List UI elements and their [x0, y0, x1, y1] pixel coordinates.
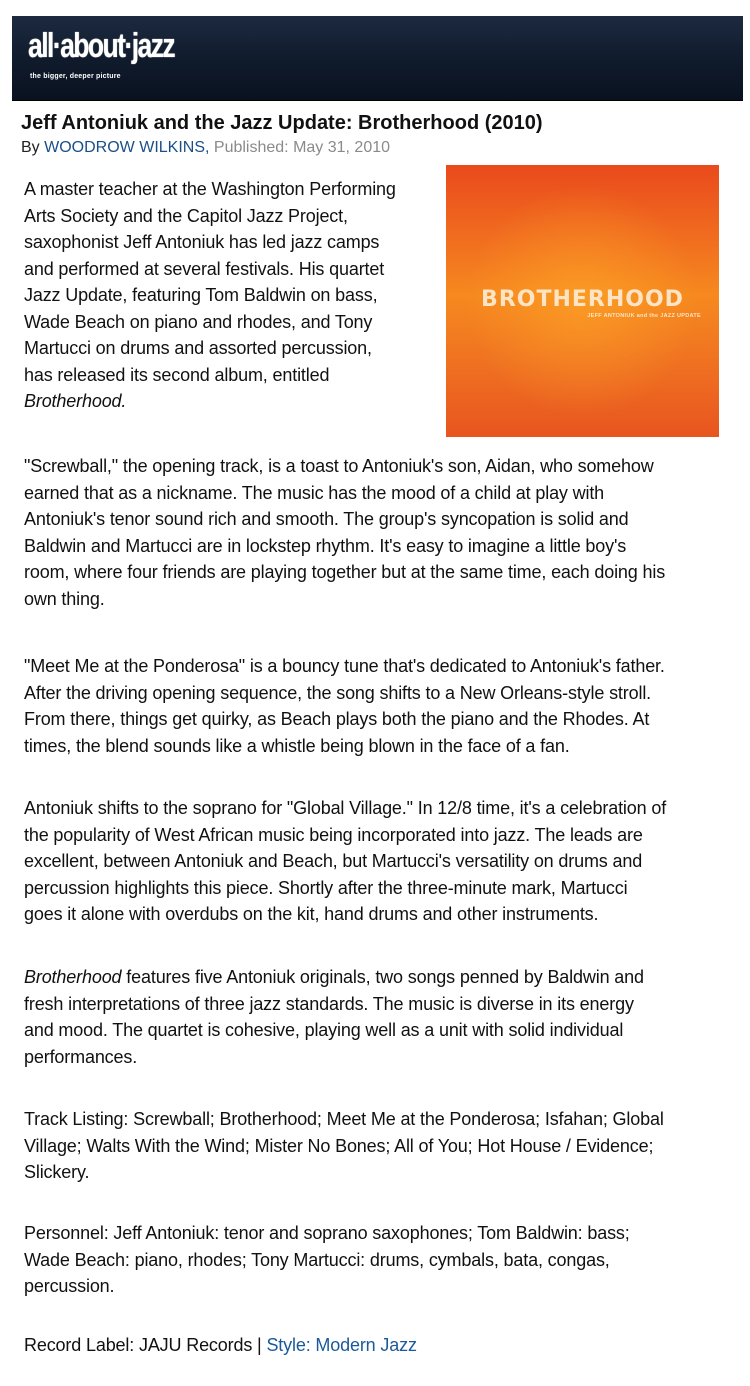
style-link[interactable]: Style: Modern Jazz [266, 1335, 417, 1355]
paragraph-line: performances. [24, 1046, 138, 1067]
paragraph-line: saxophonist Jeff Antoniuk has led jazz camps [24, 232, 380, 252]
article-title: Jeff Antoniuk and the Jazz Update: Brotherhood (2010) [21, 112, 543, 134]
byline-prefix: By [21, 139, 45, 156]
paragraph-line: earned that as a nickname. The music has the mood of a child at play with [24, 482, 605, 503]
album-title-italic: Brotherhood. [24, 391, 127, 411]
album-cover-image [446, 165, 719, 437]
paragraph-line: excellent, between Antoniuk and Beach, but Martucci's versatility on drums and [24, 851, 643, 871]
paragraph-line: Slickery. [24, 1162, 90, 1182]
track-listing [24, 1106, 664, 1186]
cover-title: BROTHERHOOD [481, 287, 684, 312]
paragraph-line: Jazz Update, featuring Tom Baldwin on bass, [24, 285, 378, 305]
paragraph-screwball [24, 453, 665, 612]
paragraph-line: Antoniuk's tenor sound rich and smooth. The group's syncopation is solid and [24, 509, 629, 529]
paragraph-line: fresh interpretations of three jazz standards. The music is diverse in its energy [24, 993, 634, 1014]
record-label-line [24, 1332, 417, 1359]
paragraph-line: has released its second album, entitled [24, 364, 330, 385]
paragraph-line: From there, things get quirky, as Beach plays both the piano and the Rhodes. At [24, 709, 650, 729]
record-label: Record Label: JAJU Records | [24, 1335, 267, 1355]
paragraph-line: percussion highlights this piece. Shortly after the three-minute mark, Martucci [24, 877, 628, 898]
paragraph-line: A master teacher at the Washington Performing [24, 179, 396, 199]
personnel [24, 1220, 630, 1300]
paragraph-line: and performed at several festivals. His quartet [24, 258, 385, 279]
site-logo[interactable]: all·about·jazz [28, 27, 175, 65]
paragraph-line: room, where four friends are playing together but at the same time, each doing his [24, 562, 666, 582]
paragraph-line: Martucci on drums and assorted percussion, [24, 338, 372, 358]
paragraph-line [24, 1332, 417, 1359]
paragraph-line: percussion. [24, 1276, 115, 1296]
paragraph-intro [24, 176, 396, 415]
paragraph-text: features five Antoniuk originals, two songs penned by Baldwin and [121, 967, 644, 987]
paragraph-ponderosa [24, 653, 665, 759]
paragraph-line [24, 964, 644, 991]
site-tagline: the bigger, deeper picture [30, 73, 121, 80]
cover-subtitle: JEFF ANTONIUK and the JAZZ UPDATE [587, 313, 701, 319]
paragraph-line: times, the blend sounds like a whistle being blown in the face of a fan. [24, 735, 570, 756]
paragraph-summary [24, 964, 644, 1070]
paragraph-line: "Meet Me at the Ponderosa" is a bouncy tune that's dedicated to Antoniuk's father. [24, 656, 665, 676]
paragraph-line: Baldwin and Martucci are in lockstep rhythm. It's easy to imagine a little boy's [24, 535, 627, 556]
published-date: Published: May 31, 2010 [209, 139, 391, 156]
paragraph-line: Wade Beach: piano, rhodes; Tony Martucci: drums, cymbals, bata, congas, [24, 1249, 610, 1270]
paragraph-line: "Screwball," the opening track, is a toast to Antoniuk's son, Aidan, who somehow [24, 456, 654, 476]
paragraph-line: Antoniuk shifts to the soprano for "Global Village." In 12/8 time, it's a celebration of [24, 798, 667, 818]
site-banner [12, 16, 743, 101]
paragraph-line: and mood. The quartet is cohesive, playing well as a unit with solid individual [24, 1020, 624, 1040]
paragraph-line: Personnel: Jeff Antoniuk: tenor and soprano saxophones; Tom Baldwin: bass; [24, 1223, 630, 1243]
paragraph-line: goes it alone with overdubs on the kit, hand drums and other instruments. [24, 904, 599, 924]
paragraph-line: the popularity of West African music being incorporated into jazz. The leads are [24, 824, 643, 845]
paragraph-global-village [24, 795, 666, 928]
paragraph-line: Village; Walts With the Wind; Mister No Bones; All of You; Hot House / Evidence; [24, 1135, 654, 1156]
paragraph-line: Arts Society and the Capitol Jazz Project, [24, 205, 348, 226]
byline [21, 139, 390, 157]
paragraph-line: own thing. [24, 588, 105, 609]
album-title-italic: Brotherhood [24, 967, 122, 987]
paragraph-line: After the driving opening sequence, the song shifts to a New Orleans-style stroll. [24, 682, 652, 703]
paragraph-line: Wade Beach on piano and rhodes, and Tony [24, 311, 373, 332]
author-link[interactable]: WOODROW WILKINS, [44, 139, 210, 156]
paragraph-line: Track Listing: Screwball; Brotherhood; Meet Me at the Ponderosa; Isfahan; Global [24, 1109, 664, 1129]
